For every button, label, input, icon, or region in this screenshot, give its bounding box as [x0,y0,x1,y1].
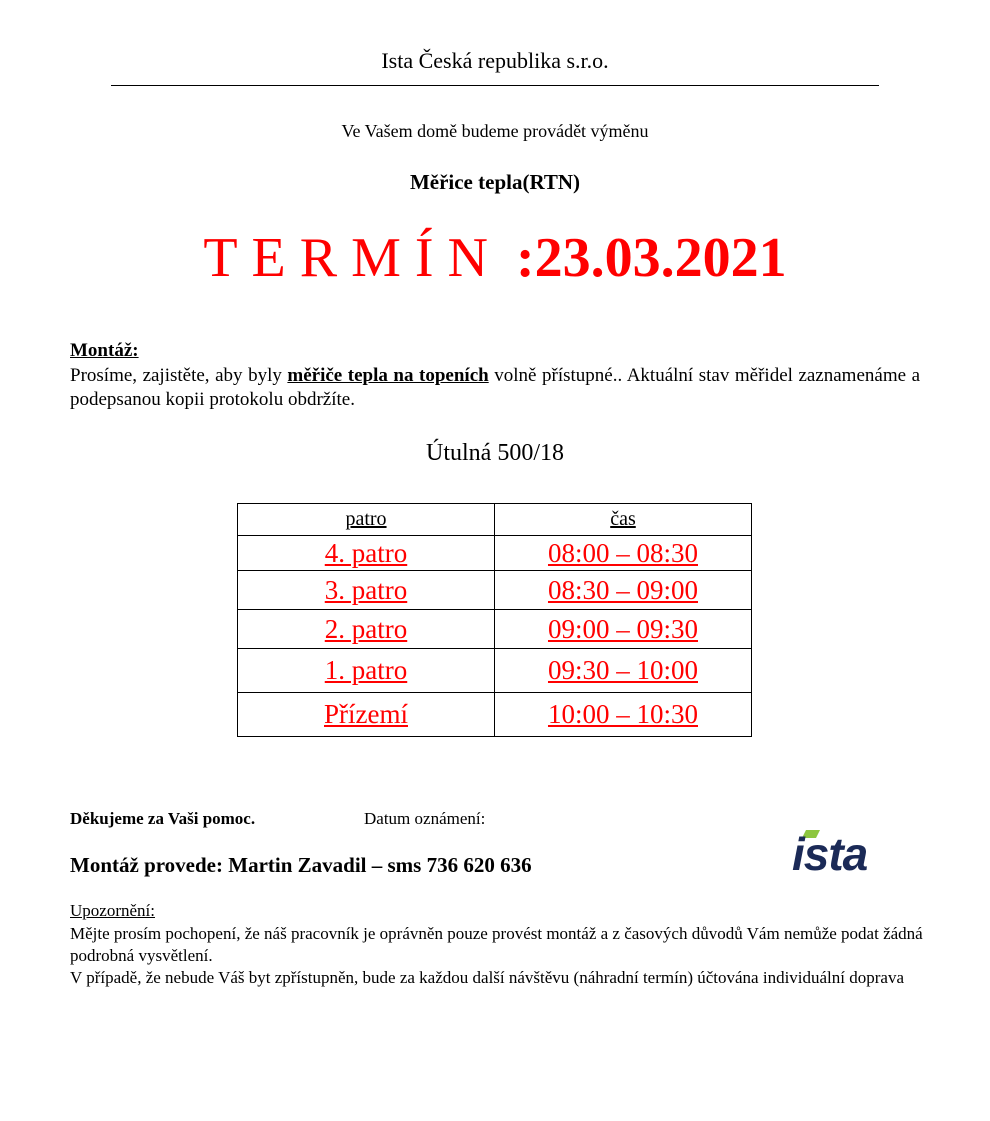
time-cell: 08:00 – 08:30 [495,536,752,571]
table-row [238,649,752,693]
building-address: Útulná 500/18 [426,440,564,466]
table-row [238,536,752,571]
floor-cell: 1. patro [238,649,495,693]
installer-info: Montáž provede: Martin Zavadil – sms 736 620 636 [70,853,532,877]
appointment-date [0,222,990,294]
column-header-time: čas [495,504,752,536]
time-cell: 09:00 – 09:30 [495,610,752,649]
termin-label: TERMÍN [203,227,502,289]
warning-text [70,923,930,989]
ista-logo [790,826,905,874]
company-name: Ista Česká republika s.r.o. [381,48,609,73]
floor-cell: 3. patro [238,571,495,610]
montaz-text-before: Prosíme, zajistěte, aby byly [70,365,288,386]
time-cell: 08:30 – 09:00 [495,571,752,610]
column-header-floor: patro [238,504,495,536]
table-header-row [238,504,752,536]
termin-date: :23.03.2021 [516,227,787,289]
table-row [238,610,752,649]
floor-cell: 2. patro [238,610,495,649]
warning-heading: Upozornění: [70,901,155,920]
logo-text: ista [792,828,868,874]
montaz-heading: Montáž: [70,340,139,361]
intro-text: Ve Vašem domě budeme provádět výměnu [341,121,649,141]
montaz-text-after: volně přístupné.. Aktuální stav měřidel zaznamenáme a podepsanou kopii protokolu obdržíte. [70,365,921,410]
floor-cell: 4. patro [238,536,495,571]
table-row [238,693,752,737]
warning-paragraph-2: V případě, že nebude Váš byt zpřístupněn, bude za každou další návštěvu (náhradní termín) účtována individuální doprava [70,968,905,987]
floor-cell: Přízemí [238,693,495,737]
schedule-table [237,503,752,737]
product-title: Měřice tepla(RTN) [409,170,581,194]
thanks-text: Děkujeme za Vaši pomoc. [70,809,256,828]
time-cell: 10:00 – 10:30 [495,693,752,737]
notice-date-label: Datum oznámení: [364,809,486,828]
table-row [238,571,752,610]
montaz-instructions [70,364,920,412]
montaz-text-emphasis: měřiče tepla na topeních [287,365,489,386]
warning-paragraph-1: Mějte prosím pochopení, že náš pracovník je oprávněn pouze provést montáž a z časových důvodů Vám nemůže podat žádná podrobná vysvětlení. [70,924,923,965]
header-divider [111,85,879,86]
time-cell: 09:30 – 10:00 [495,649,752,693]
